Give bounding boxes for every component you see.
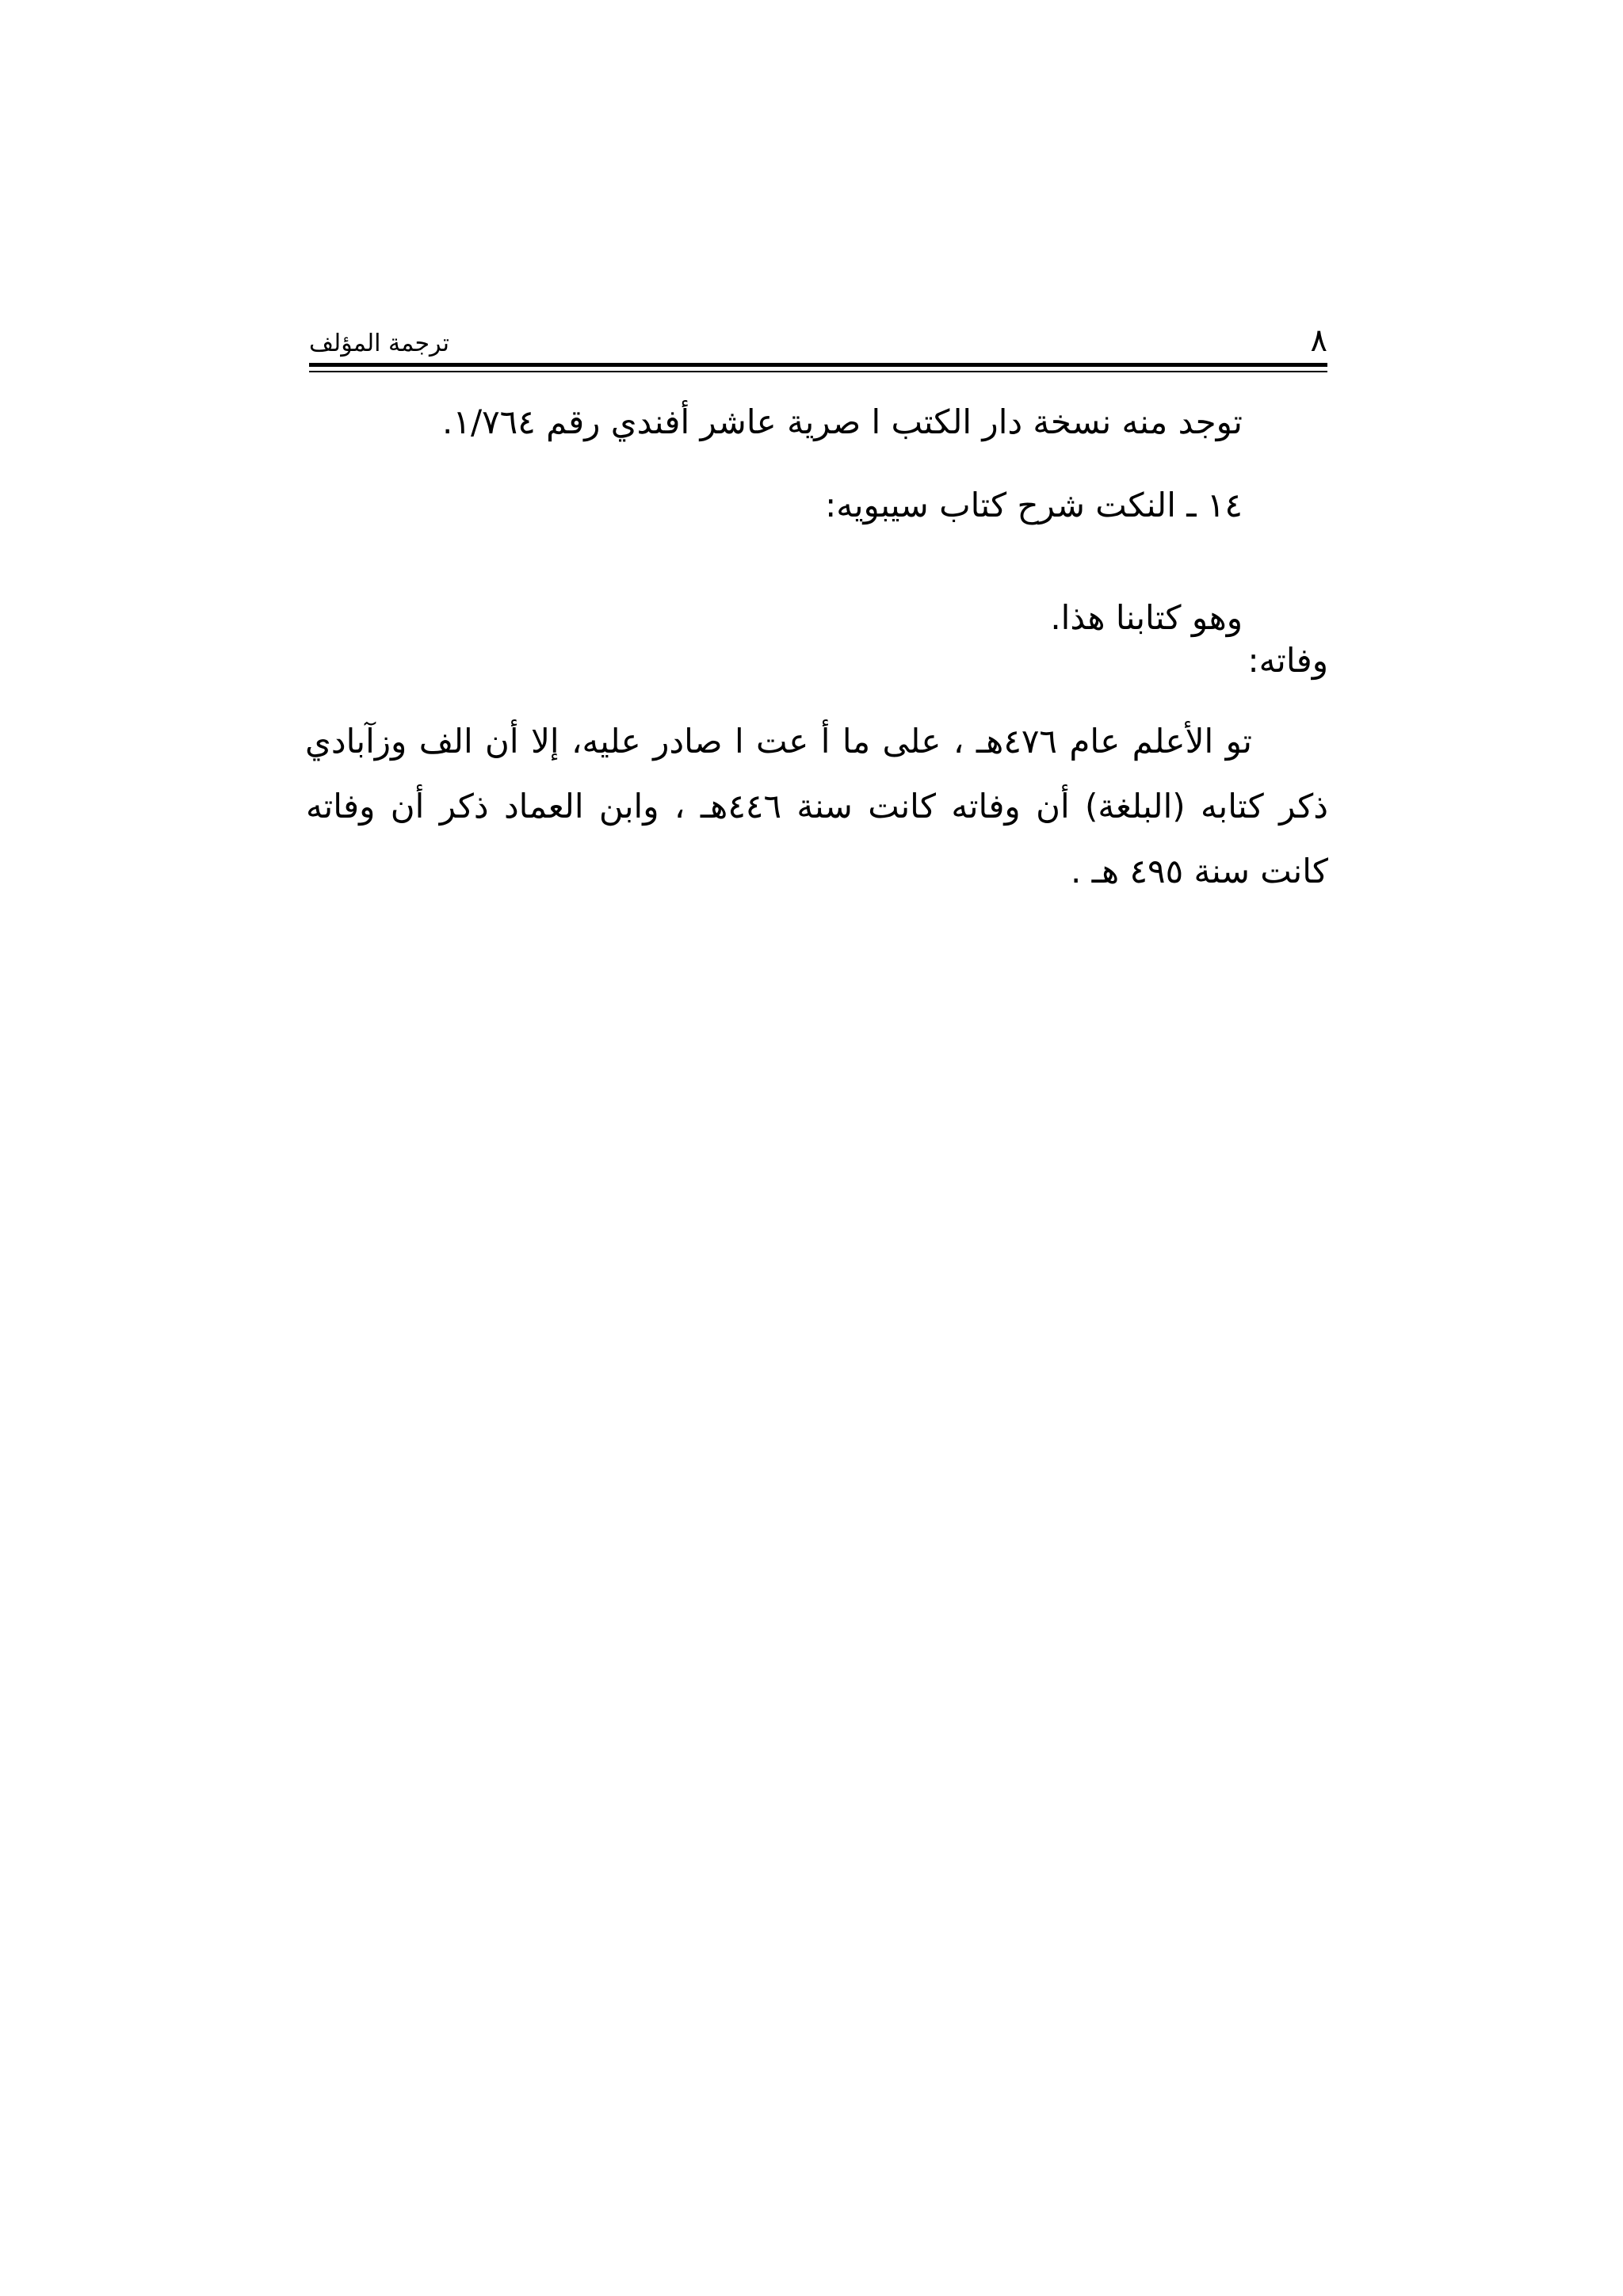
page-number: ٨: [1310, 322, 1327, 359]
this-book-note: وهو كتابنا هذا.: [1050, 598, 1243, 637]
death-paragraph-line-3: كانت سنة ٤٩٥ هـ .: [1070, 852, 1328, 891]
manuscript-note: توجد منه نسخة دار الكتب ا صرية عاشر أفندي رقم ١/٧٦٤.: [442, 402, 1243, 441]
header-rule-thick: [309, 363, 1327, 367]
page-header: [309, 317, 1327, 364]
running-title: ترجمة المؤلف: [309, 330, 449, 357]
header-rule-thin: [309, 371, 1327, 372]
death-paragraph-line-1: تو الأعلم عام ٤٧٦هـ ، على ما أ عت ا صادر عليه، إلا أن الف وزآبادي: [305, 722, 1253, 761]
list-item-14: ١٤ ـ النكت شرح كتاب سيبويه:: [825, 486, 1243, 524]
death-heading: وفاته:: [1247, 641, 1328, 680]
death-paragraph-line-2: ذكر كتابه (البلغة) أن وفاته كانت سنة ٤٤٦هـ ، وابن العماد ذكر أن وفاته: [306, 787, 1328, 826]
